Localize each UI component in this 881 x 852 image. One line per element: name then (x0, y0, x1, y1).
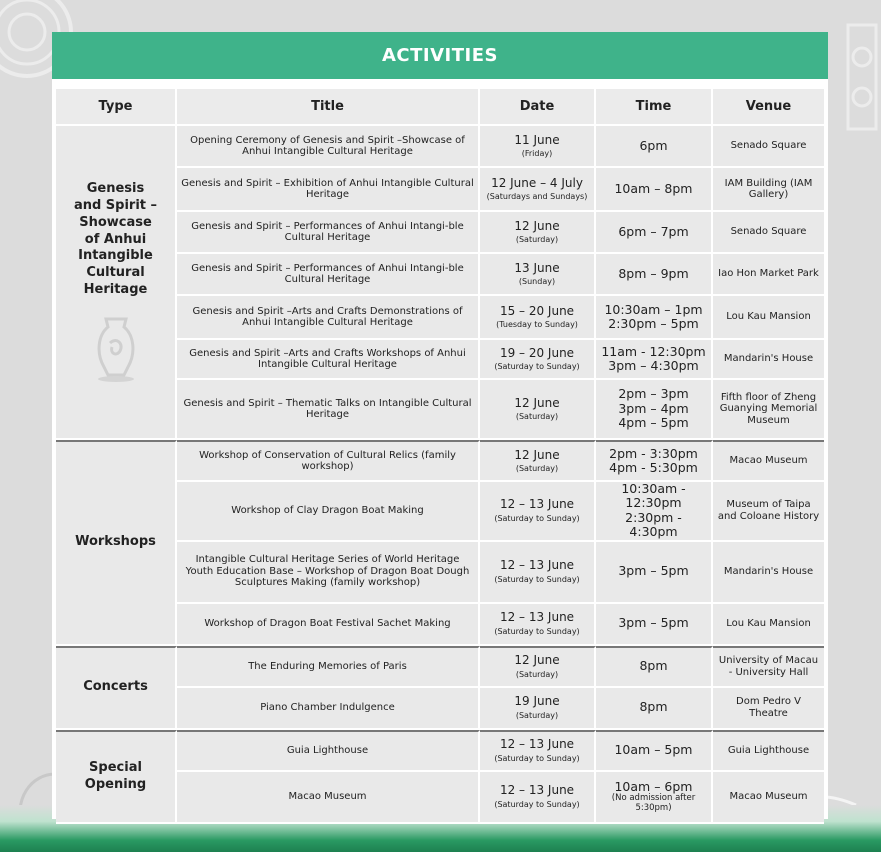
date-cell (480, 604, 596, 646)
activities-table (56, 89, 824, 824)
title-cell: Genesis and Spirit – Performances of Anhui Intangi-ble Cultural Heritage (177, 212, 480, 254)
date-cell (480, 212, 596, 254)
date-note: (Saturday to Sunday) (494, 362, 580, 372)
venue-cell: Lou Kau Mansion (713, 296, 824, 340)
time-cell (596, 254, 713, 296)
time-cell (596, 340, 713, 380)
table-row (56, 646, 824, 688)
time-cell (596, 542, 713, 604)
venue-cell: Macao Museum (713, 772, 824, 824)
venue-cell: Iao Hon Market Park (713, 254, 824, 296)
time-cell (596, 730, 713, 772)
header-venue: Venue (713, 89, 824, 126)
header-time: Time (596, 89, 713, 126)
date-text: 12 – 13 June (499, 558, 575, 572)
time-cell (596, 482, 713, 542)
date-text: 19 June (514, 694, 560, 708)
time-slot: 8pm (639, 699, 668, 715)
title-cell: The Enduring Memories of Paris (177, 646, 480, 688)
date-text: 12 June (514, 447, 560, 462)
date-cell (480, 646, 596, 688)
date-note: (Saturday to Sunday) (494, 626, 580, 636)
date-note: (Saturday) (515, 412, 559, 422)
header-type: Type (56, 89, 177, 126)
venue-cell: Mandarin's House (713, 340, 824, 380)
venue-cell: Senado Square (713, 212, 824, 254)
date-cell (480, 340, 596, 380)
time-slot: 4pm - 5:30pm (609, 460, 698, 475)
title-cell: Intangible Cultural Heritage Series of World Heritage Youth Education Base – Workshop of Dragon Boat Dough Sculptures Making (family workshop) (177, 542, 480, 604)
date-text: 12 – 13 June (499, 737, 575, 751)
date-cell (480, 254, 596, 296)
type-wrapper (72, 534, 159, 551)
type-label: Concerts (83, 679, 148, 695)
table-body (56, 126, 824, 824)
time-slot: 3pm – 5pm (618, 615, 689, 631)
title-cell: Genesis and Spirit –Arts and Crafts Demonstrations of Anhui Intangible Cultural Heritage (177, 296, 480, 340)
time-cell (596, 604, 713, 646)
date-note: (Saturdays and Sundays) (486, 192, 588, 202)
table-row (56, 730, 824, 772)
date-cell (480, 380, 596, 440)
time-cell (596, 296, 713, 340)
title-cell: Piano Chamber Indulgence (177, 688, 480, 730)
table-row (56, 440, 824, 482)
time-note: (No admission after 5:30pm) (611, 792, 696, 813)
date-cell (480, 688, 596, 730)
date-text: 12 – 13 June (499, 783, 575, 797)
date-cell (480, 440, 596, 482)
time-slot: 3pm – 4pm (618, 400, 689, 416)
date-note: (Saturday) (515, 235, 559, 245)
header-date: Date (480, 89, 596, 126)
date-cell (480, 772, 596, 824)
date-note: (Saturday) (515, 669, 559, 679)
type-cell (56, 126, 177, 440)
time-cell (596, 168, 713, 212)
venue-cell: Macao Museum (713, 440, 824, 482)
date-cell (480, 730, 596, 772)
time-slot: 3pm – 5pm (618, 563, 689, 579)
time-slot: 10am – 5pm (614, 742, 693, 758)
date-text: 12 June – 4 July (491, 175, 583, 190)
date-cell (480, 296, 596, 340)
date-text: 11 June (514, 132, 560, 147)
date-text: 12 – 13 June (499, 610, 575, 624)
time-slot: 2pm – 3pm (618, 386, 689, 402)
date-cell (480, 482, 596, 542)
date-text: 12 June (514, 395, 560, 410)
title-cell: Genesis and Spirit – Performances of Anhui Intangi-ble Cultural Heritage (177, 254, 480, 296)
banner-title: ACTIVITIES (382, 45, 498, 66)
time-slot: 6pm (639, 137, 668, 153)
ornament-lattice-icon (845, 22, 879, 132)
time-slot: 10:30am – 1pm (604, 301, 703, 317)
time-cell (596, 380, 713, 440)
time-slot: 8pm – 9pm (618, 265, 689, 281)
date-text: 15 – 20 June (499, 303, 575, 318)
type-label: Genesis and Spirit – Showcase of Anhui Intangible Cultural Heritage (73, 180, 158, 298)
time-slot: 8pm (639, 658, 668, 674)
type-wrapper (72, 679, 159, 696)
type-wrapper (72, 181, 159, 383)
venue-cell: Dom Pedro V Theatre (713, 688, 824, 730)
time-slot: 10am – 8pm (614, 180, 693, 196)
date-cell (480, 542, 596, 604)
activities-banner (52, 32, 828, 79)
date-note: (Sunday) (518, 277, 556, 287)
time-cell (596, 126, 713, 168)
table-header-row (56, 89, 824, 126)
type-cell (56, 730, 177, 824)
table-row (56, 126, 824, 168)
venue-cell: IAM Building (IAM Gallery) (713, 168, 824, 212)
date-text: 12 June (514, 653, 560, 667)
date-cell (480, 126, 596, 168)
time-slot: 11am - 12:30pm (601, 343, 706, 359)
title-cell: Macao Museum (177, 772, 480, 824)
time-slot: 2:30pm - 4:30pm (625, 509, 682, 540)
title-cell: Guia Lighthouse (177, 730, 480, 772)
type-label: Special Opening (84, 759, 147, 792)
date-note: (Saturday) (515, 464, 559, 474)
date-text: 13 June (514, 260, 560, 275)
time-cell (596, 212, 713, 254)
time-cell (596, 646, 713, 688)
time-slot: 10:30am - 12:30pm (621, 481, 686, 511)
date-text: 12 June (514, 218, 560, 233)
venue-cell: University of Macau - University Hall (713, 646, 824, 688)
time-slot: 2:30pm – 5pm (608, 316, 699, 331)
venue-cell: Senado Square (713, 126, 824, 168)
title-cell: Workshop of Clay Dragon Boat Making (177, 482, 480, 542)
time-slot: 3pm – 4:30pm (608, 358, 699, 373)
date-note: (Saturday) (515, 710, 559, 720)
title-cell: Genesis and Spirit – Exhibition of Anhui Intangible Cultural Heritage (177, 168, 480, 212)
date-cell (480, 168, 596, 212)
time-cell (596, 440, 713, 482)
activities-panel (52, 32, 828, 819)
title-cell: Genesis and Spirit – Thematic Talks on Intangible Cultural Heritage (177, 380, 480, 440)
type-wrapper (72, 760, 159, 794)
header-title: Title (177, 89, 480, 126)
venue-cell: Museum of Taipa and Coloane History (713, 482, 824, 542)
title-cell: Genesis and Spirit –Arts and Crafts Workshops of Anhui Intangible Cultural Heritage (177, 340, 480, 380)
title-cell: Opening Ceremony of Genesis and Spirit –Showcase of Anhui Intangible Cultural Heritage (177, 126, 480, 168)
title-cell: Workshop of Dragon Boat Festival Sachet Making (177, 604, 480, 646)
venue-cell: Lou Kau Mansion (713, 604, 824, 646)
type-label: Workshops (75, 534, 156, 550)
time-slot: 6pm – 7pm (618, 223, 689, 239)
title-cell: Workshop of Conservation of Cultural Relics (family workshop) (177, 440, 480, 482)
date-text: 12 – 13 June (499, 497, 575, 512)
date-note: (Saturday to Sunday) (494, 574, 580, 584)
venue-cell: Mandarin's House (713, 542, 824, 604)
venue-cell: Guia Lighthouse (713, 730, 824, 772)
time-slot: 4pm – 5pm (618, 415, 689, 431)
date-note: (Saturday to Sunday) (494, 799, 580, 809)
time-slot: 2pm - 3:30pm (609, 445, 698, 461)
time-slot: 10am – 6pm (614, 778, 693, 794)
date-note: (Tuesday to Sunday) (496, 320, 578, 330)
type-cell (56, 646, 177, 730)
type-cell (56, 440, 177, 646)
date-text: 19 – 20 June (499, 345, 575, 360)
vase-icon (94, 313, 138, 383)
date-note: (Saturday to Sunday) (494, 753, 580, 763)
time-cell (596, 772, 713, 824)
date-note: (Saturday to Sunday) (494, 514, 580, 524)
time-cell (596, 688, 713, 730)
venue-cell: Fifth floor of Zheng Guanying Memorial Museum (713, 380, 824, 440)
date-note: (Friday) (521, 149, 553, 159)
